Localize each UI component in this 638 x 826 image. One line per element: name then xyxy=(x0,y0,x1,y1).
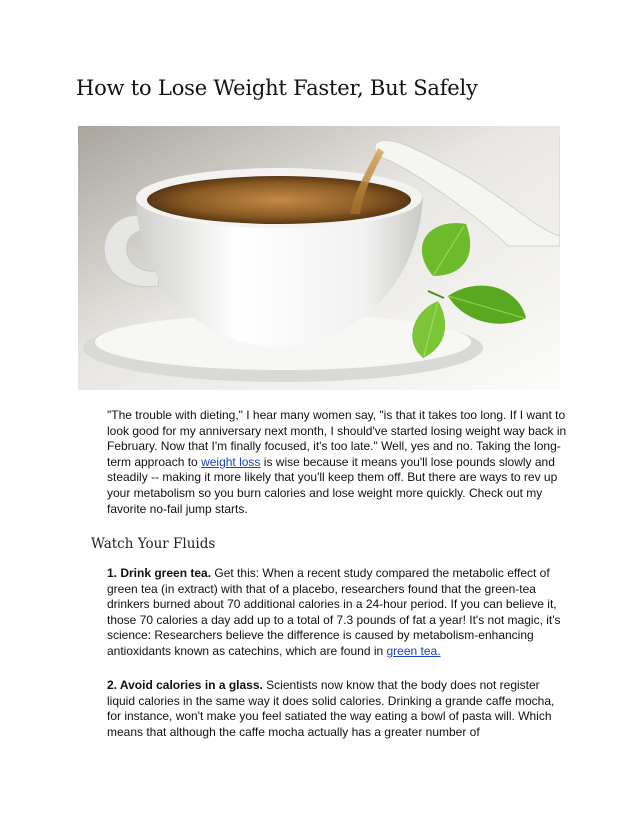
tip-1-lead: 1. Drink green tea. xyxy=(107,566,212,580)
hero-image xyxy=(78,126,560,390)
tip-2-lead: 2. Avoid calories in a glass. xyxy=(107,678,263,692)
tip-1-paragraph xyxy=(107,566,567,660)
intro-paragraph xyxy=(107,408,567,517)
tip-2-paragraph xyxy=(107,678,567,740)
tip-2-body: Scientists now know that the body does not register liquid calories in the same way it does solid calories. Drinking a grande caffe mocha, for instance, won't make you feel satiated the way eating a bowl of pasta will. Which means that although the caffe mocha actually has a greater number of xyxy=(107,678,555,739)
intro-text-a: "The trouble with dieting," I hear many women say, "is that it takes too long. If I want to look good for my anniversary next month, I should've started losing weight way back in February. Now that I'm finally focused, it's too late." Well, yes and no. Taking the long-term approach to xyxy=(107,408,567,469)
tip-1-body: Get this: When a recent study compared the metabolic effect of green tea (in extract) with that of a placebo, researchers found that the green-tea drinkers burned about 70 additional calories in a 24-hour period. If you can believe it, those 70 calories a day add up to a total of 7.3 pounds of fat a year! It's not magic, it's science: Researchers believe the difference is caused by metabolism-enhancing antioxidants known as catechins, which are found in xyxy=(107,566,561,658)
tea-surface xyxy=(147,176,411,224)
page-title: How to Lose Weight Faster, But Safely xyxy=(76,76,478,100)
intro-text-b: is wise because it means you'll lose pounds slowly and steadily -- making it more likely that you'll keep them off. But there are ways to rev up your metabolism so you burn calories and lose weight more quickly. Check out my favorite no-fail jump starts. xyxy=(107,454,558,516)
teacup-illustration xyxy=(78,126,560,390)
green-tea-link[interactable]: green tea. xyxy=(386,643,441,658)
section-heading: Watch Your Fluids xyxy=(91,536,216,552)
weight-loss-link[interactable]: weight loss xyxy=(201,454,261,469)
